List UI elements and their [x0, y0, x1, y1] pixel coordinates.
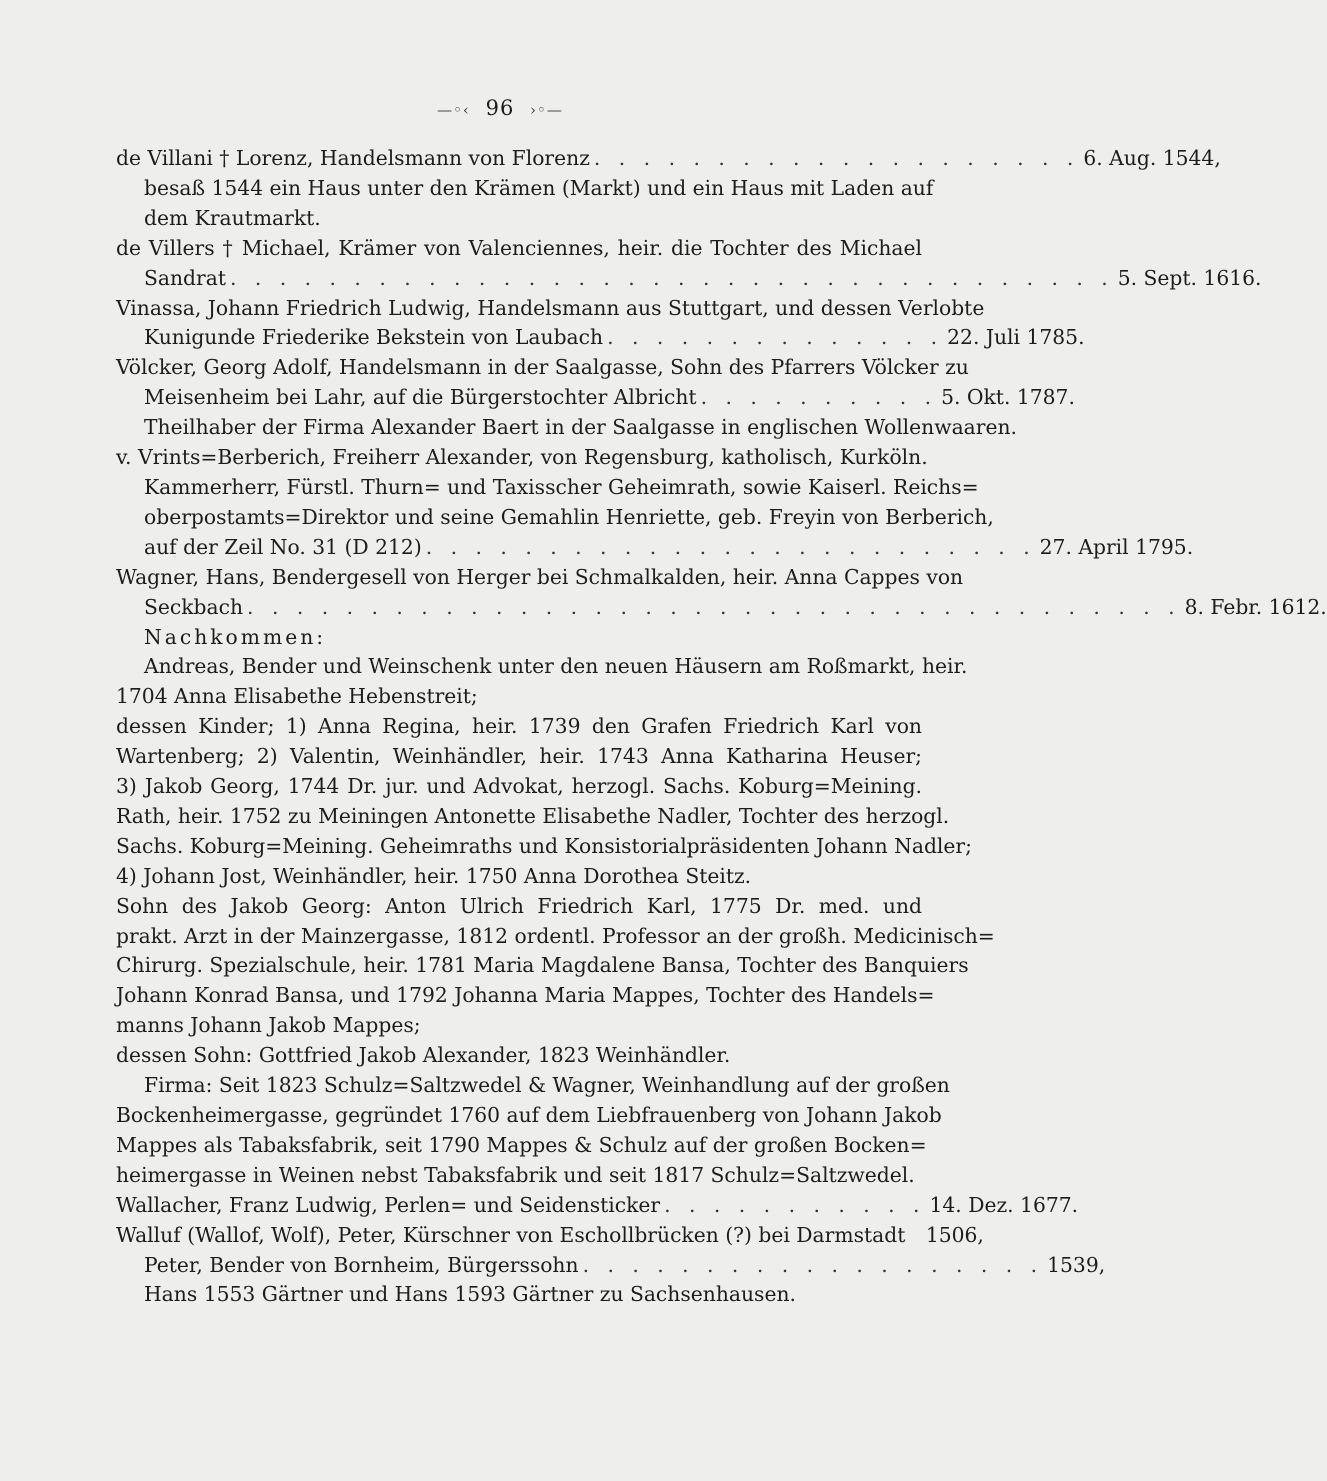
entry-wagner: Wagner, Hans, Bendergesell von Herger bei Schmalkalden, heir. Anna Cappes von Seckbach . . . . . . . . . . . . . . . . . . . . . . . . . . . . . . . . . . . . . . 8. Febr. 1612. Nachkommen: Andreas, Bender und Weinschenk unter den neuen Häusern am Roßmarkt, heir. 1704 Anna Elisabethe Hebenstreit; dessen Kinder; 1) Anna Regina, heir. 1739 den Grafen Friedrich Karl von Wartenberg; 2) Valentin, Weinhändler, heir. 1743 Anna Katharina Heuser; 3) Jakob Georg, 1744 Dr. jur. und Advokat, herzogl. Sachs. Koburg=Meining. Rath, heir. 1752 zu Meiningen Antonette Elisabethe Nadler, Tochter des herzogl. Sachs. Koburg=Meining. Geheimraths und Konsistorialpräsidenten Johann Nadler; 4) Johann Jost, Weinhändler, heir. 1750 Anna Dorothea Steitz. Sohn des Jakob Georg: Anton Ulrich Friedrich Karl, 1775 Dr. med. und prakt. Arzt in der Mainzergasse, 1812 ordentl. Professor an der großh. Medicinisch= Chirurg. Spezialschule, heir. 1781 Maria Magdalene Bansa, Tochter des Banquiers Johann Konrad Bansa, und 1792 Johanna Maria Mappes, Tochter des Handels= manns Johann Jakob Mappes; dessen Sohn: Gottfried Jakob Alexander, 1823 Weinhändler. Firma: Seit 1823 Schulz=Saltzwedel & Wagner, Weinhandlung auf der großen Bockenheimergasse, gegründet 1760 auf dem Liebfrauenberg von Johann Jakob Mappes als Tabaksfabrik, seit 1790 Mappes & Schulz auf der großen Bocken= heimergasse in Weinen nebst Tabaksfabrik und seit 1817 Schulz=Saltzwedel.: [116, 563, 922, 1191]
entry-date: 5. Okt. 1787.: [941, 385, 1075, 410]
entry-line: Völcker, Georg Adolf, Handelsmann in der Saalgasse, Sohn des Pfarrers Völcker zu: [116, 355, 969, 380]
entry-line: manns Johann Jakob Mappes;: [116, 1013, 421, 1038]
body-text: [116, 144, 1327, 1310]
entry-line: 1704 Anna Elisabethe Hebenstreit;: [116, 684, 478, 709]
header-ornament-right: ›◦—: [530, 100, 563, 119]
entry-date: 1506,: [925, 1222, 984, 1247]
entry-line: heimergasse in Weinen nebst Tabaksfabrik und seit 1817 Schulz=Saltzwedel.: [116, 1162, 915, 1187]
entry-line: Kunigunde Friederike Bekstein von Laubach: [144, 325, 604, 350]
entry-line: Firma: Seit 1823 Schulz=Saltzwedel & Wagner, Weinhandlung auf der großen: [144, 1073, 950, 1098]
entry-line: Bockenheimergasse, gegründet 1760 auf dem Liebfrauenberg von Johann Jakob: [116, 1103, 942, 1127]
entry-line: Seckbach: [144, 594, 244, 619]
entry-wallacher: Wallacher, Franz Ludwig, Perlen= und Seidensticker . . . . . . . . . . . 14. Dez. 1677.: [116, 1191, 922, 1221]
entry-date: 27. April 1795.: [1039, 534, 1194, 559]
entry-line: 3) Jakob Georg, 1744 Dr. jur. und Advokat, herzogl. Sachs. Koburg=Meining.: [116, 774, 922, 799]
entry-line: Walluf (Wallof, Wolf), Peter, Kürschner von Eschollbrücken (?) bei Darmstadt: [116, 1222, 906, 1247]
entry-line: Theilhaber der Firma Alexander Baert in der Saalgasse in englischen Wollenwaaren.: [144, 415, 1017, 440]
entry-line: Hans 1553 Gärtner und Hans 1593 Gärtner zu Sachsenhausen.: [144, 1282, 796, 1307]
entry-line: oberpostamts=Direktor und seine Gemahlin Henriette, geb. Freyin von Berberich,: [144, 504, 994, 529]
entry-date: 6. Aug. 1544,: [1083, 146, 1221, 170]
entry-line: dessen Sohn: Gottfried Jakob Alexander, 1823 Weinhändler.: [116, 1043, 731, 1068]
entry-line: Wallacher, Franz Ludwig, Perlen= und Seidensticker: [116, 1192, 661, 1217]
entry-date: 5. Sept. 1616.: [1117, 265, 1262, 290]
entry-voelcker: Völcker, Georg Adolf, Handelsmann in der Saalgasse, Sohn des Pfarrers Völcker zu Meisenheim bei Lahr, auf die Bürgerstochter Albricht . . . . . . . . . . 5. Okt. 1787. Theilhaber der Firma Alexander Baert in der Saalgasse in englischen Wollenwaaren.: [116, 353, 922, 443]
entry-date: 8. Febr. 1612.: [1184, 594, 1327, 619]
entry-vrints-berberich: v. Vrints=Berberich, Freiherr Alexander, von Regensburg, katholisch, Kurköln. Kammerherr, Fürstl. Thurn= und Taxisscher Geheimrath, sowie Kaiserl. Reichs= oberpostamts=Direktor und seine Gemahlin Henriette, geb. Freyin von Berberich, auf der Zeil No. 31 (D 212) . . . . . . . . . . . . . . . . . . . . . . . . . 27. April 1795.: [116, 443, 922, 563]
entry-line: Rath, heir. 1752 zu Meiningen Antonette Elisabethe Nadler, Tochter des herzogl.: [116, 803, 950, 828]
entry-date: 22. Juli 1785.: [947, 325, 1085, 350]
entry-line: 4) Johann Jost, Weinhändler, heir. 1750 Anna Dorothea Steitz.: [116, 863, 752, 888]
header-ornament-left: —◦‹: [437, 100, 470, 119]
entry-line: Peter, Bender von Bornheim, Bürgerssohn: [144, 1252, 579, 1277]
entry-line: v. Vrints=Berberich, Freiherr Alexander, von Regensburg, katholisch, Kurköln.: [116, 445, 928, 470]
entry-de-villani: de Villani † Lorenz, Handelsmann von Florenz . . . . . . . . . . . . . . . . . . . . 6. Aug. 1544, besaß 1544 ein Haus unter den Krämen (Markt) und ein Haus mit Laden auf dem Krautmarkt.: [116, 144, 922, 234]
entry-line: auf der Zeil No. 31 (D 212): [144, 534, 422, 559]
entry-line: Andreas, Bender und Weinschenk unter den neuen Häusern am Roßmarkt, heir.: [144, 654, 968, 679]
entry-walluf: Walluf (Wallof, Wolf), Peter, Kürschner von Eschollbrücken (?) bei Darmstadt 1506, Peter, Bender von Bornheim, Bürgerssohn . . . . . . . . . . . . . . . . . . . 1539, Hans 1553 Gärtner und Hans 1593 Gärtner zu Sachsenhausen.: [116, 1221, 922, 1311]
entry-line: prakt. Arzt in der Mainzergasse, 1812 ordentl. Professor an der großh. Medicinisch=: [116, 923, 995, 948]
entry-line: Wartenberg; 2) Valentin, Weinhändler, heir. 1743 Anna Katharina Heuser;: [116, 744, 922, 769]
entry-de-villers: de Villers † Michael, Krämer von Valenciennes, heir. die Tochter des Michael Sandrat . . . . . . . . . . . . . . . . . . . . . . . . . . . . . . . . . . . . 5. Sept. 1616.: [116, 234, 922, 294]
entry-line: dessen Kinder; 1) Anna Regina, heir. 1739 den Grafen Friedrich Karl von: [116, 714, 922, 739]
entry-line: Vinassa, Johann Friedrich Ludwig, Handelsmann aus Stuttgart, und dessen Verlobte: [116, 295, 985, 320]
entry-line: Kammerherr, Fürstl. Thurn= und Taxisscher Geheimrath, sowie Kaiserl. Reichs=: [144, 474, 979, 499]
entry-vinassa: Vinassa, Johann Friedrich Ludwig, Handelsmann aus Stuttgart, und dessen Verlobte Kunigunde Friederike Bekstein von Laubach . . . . . . . . . . . . . . 22. Juli 1785.: [116, 294, 922, 354]
entry-line: Wagner, Hans, Bendergesell von Herger bei Schmalkalden, heir. Anna Cappes von: [116, 564, 964, 589]
page-header: [0, 96, 1000, 120]
entry-line: de Villani † Lorenz, Handelsmann von Florenz: [116, 146, 590, 170]
descendants-heading: Nachkommen:: [144, 624, 327, 649]
entry-line: besaß 1544 ein Haus unter den Krämen (Markt) und ein Haus mit Laden auf: [144, 175, 934, 200]
entry-line: Chirurg. Spezialschule, heir. 1781 Maria Magdalene Bansa, Tochter des Banquiers: [116, 953, 969, 978]
entry-line: dem Krautmarkt.: [144, 205, 321, 230]
entry-line: Meisenheim bei Lahr, auf die Bürgerstochter Albricht: [144, 385, 697, 410]
entry-date: 1539,: [1047, 1252, 1106, 1277]
entry-line: Johann Konrad Bansa, und 1792 Johanna Maria Mappes, Tochter des Handels=: [116, 983, 935, 1008]
page-number: 96: [485, 96, 515, 120]
entry-line: Sohn des Jakob Georg: Anton Ulrich Friedrich Karl, 1775 Dr. med. und: [116, 893, 922, 918]
entry-line: Mappes als Tabaksfabrik, seit 1790 Mappes & Schulz auf der großen Bocken=: [116, 1132, 927, 1157]
entry-line: Sachs. Koburg=Meining. Geheimraths und Konsistorialpräsidenten Johann Nadler;: [116, 833, 972, 858]
entry-line: Sandrat: [144, 265, 226, 290]
entry-date: 14. Dez. 1677.: [929, 1192, 1079, 1217]
entry-line: de Villers † Michael, Krämer von Valenciennes, heir. die Tochter des Michael: [116, 235, 922, 260]
